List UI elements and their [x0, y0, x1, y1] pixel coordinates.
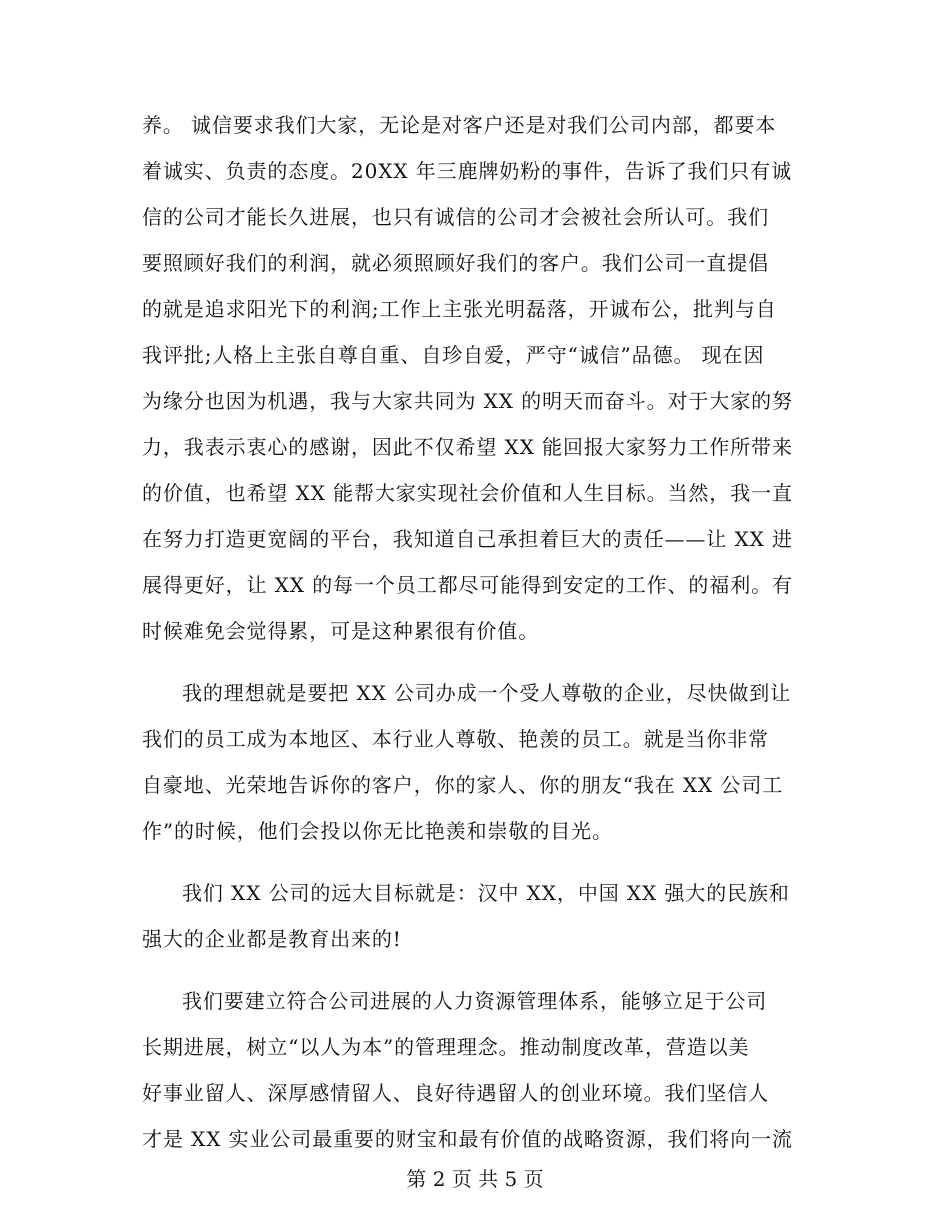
- text-line: 的就是追求阳光下的利润;工作上主张光明磊落，开诚布公，批判与自: [142, 297, 777, 321]
- text-line: 才是 XX 实业公司最重要的财宝和最有价值的战略资源，我们将向一流: [142, 1127, 793, 1151]
- text-line: 我的理想就是要把 XX 公司办成一个受人尊敬的企业，尽快做到让: [182, 681, 792, 705]
- page-number-footer: 第 2 页 共 5 页: [406, 1167, 544, 1191]
- text-line: 展得更好，让 XX 的每一个员工都尽可能得到安定的工作、的福利。有: [142, 573, 793, 597]
- text-line: 在努力打造更宽阔的平台，我知道自己承担着巨大的责任——让 XX 进: [142, 527, 793, 551]
- text-line: 强大的企业都是教育出来的!: [142, 927, 402, 951]
- text-line: 好事业留人、深厚感情留人、良好待遇留人的创业环境。我们坚信人: [142, 1081, 769, 1105]
- text-line: 为缘分也因为机遇，我与大家共同为 XX 的明天而奋斗。对于大家的努: [142, 389, 793, 413]
- text-line: 我们 XX 公司的远大目标就是：汉中 XX，中国 XX 强大的民族和: [182, 881, 790, 905]
- text-line: 自豪地、光荣地告诉你的客户，你的家人、你的朋友“我在 XX 公司工: [142, 773, 784, 797]
- text-line: 的价值，也希望 XX 能帮大家实现社会价值和人生目标。当然，我一直: [142, 481, 793, 505]
- text-line: 我们要建立符合公司进展的人力资源管理体系，能够立足于公司: [182, 989, 768, 1013]
- text-line: 着诚实、负责的态度。20XX 年三鹿牌奶粉的事件，告诉了我们只有诚: [142, 159, 792, 183]
- text-line: 时候难免会觉得累，可是这种累很有价值。: [142, 619, 540, 643]
- text-line: 我评批;人格上主张自尊自重、自珍自爱，严守“诚信”品德。 现在因: [142, 343, 765, 367]
- text-line: 信的公司才能长久进展，也只有诚信的公司才会被社会所认可。我们: [142, 205, 769, 229]
- text-line: 长期进展，树立“以人为本”的管理理念。推动制度改革，营造以美: [142, 1035, 750, 1059]
- text-line: 养。 诚信要求我们大家，无论是对客户还是对我们公司内部，都要本: [142, 113, 777, 137]
- text-line: 力，我表示衷心的感谢，因此不仅希望 XX 能回报大家努力工作所带来: [142, 435, 793, 459]
- text-line: 要照顾好我们的利润，就必须照顾好我们的客户。我们公司一直提倡: [142, 251, 769, 275]
- text-line: 作”的时候，他们会投以你无比艳羡和崇敬的目光。: [142, 819, 613, 843]
- text-line: 我们的员工成为本地区、本行业人尊敬、艳羡的员工。就是当你非常: [142, 727, 769, 751]
